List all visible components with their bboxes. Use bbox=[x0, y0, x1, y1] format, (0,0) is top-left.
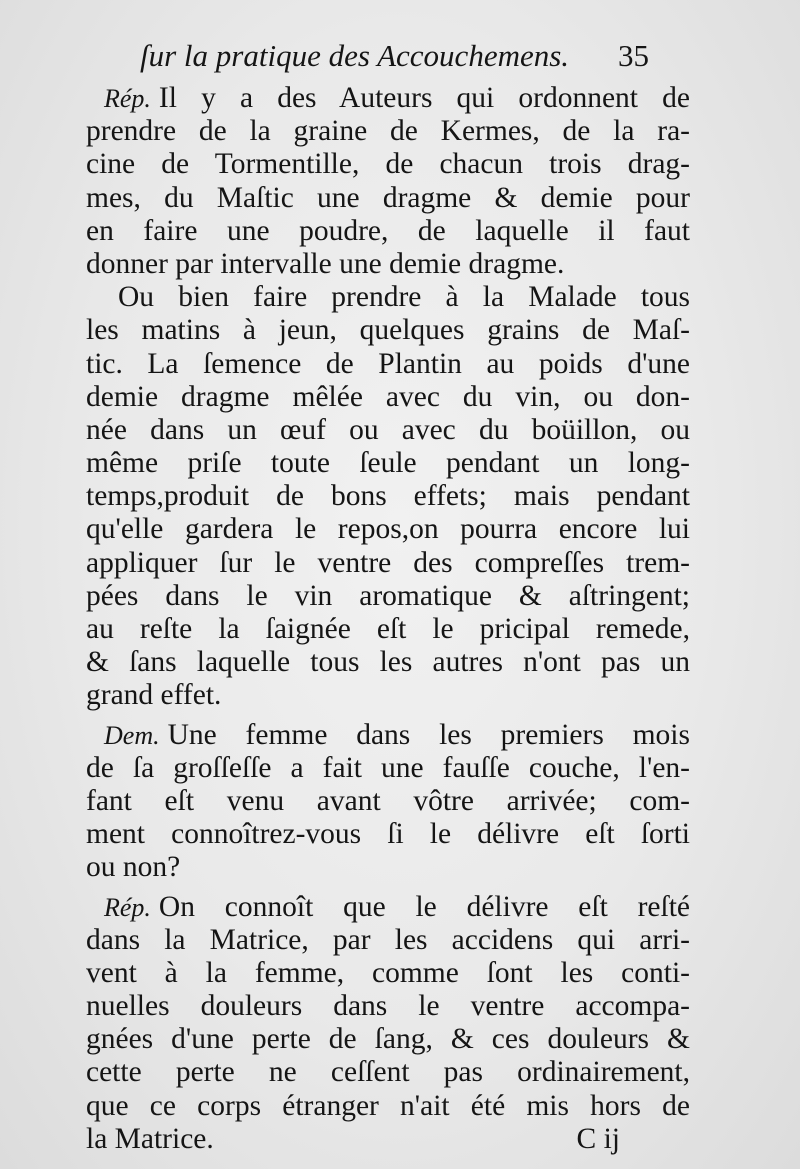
speaker-label: Rép. bbox=[104, 892, 151, 922]
text-line: la Matrice. bbox=[86, 1122, 214, 1155]
text-line: tic. La ſemence de Plantin au poids d'une bbox=[86, 347, 690, 380]
paragraph-demande bbox=[86, 719, 690, 885]
text-line: ment connoîtrez-vous ſi le délivre eſt ſorti bbox=[86, 818, 690, 851]
text-line: les matins à jeun, quelques grains de Maſ- bbox=[86, 314, 690, 347]
text-line: dans la Matrice, par les accidens qui arri- bbox=[86, 923, 690, 956]
text-line: que ce corps étranger n'ait été mis hors de bbox=[86, 1089, 690, 1122]
body-text bbox=[86, 82, 690, 1156]
text-line: demie dragme mêlée avec du vin, ou don- bbox=[86, 380, 690, 413]
paragraph-reponse-2 bbox=[86, 891, 690, 1157]
speaker-label: Dem. bbox=[104, 720, 160, 750]
text-line: Dem. Une femme dans les premiers mois bbox=[104, 718, 690, 751]
text-line: prendre de la graine de Kermes, de la ra- bbox=[86, 115, 690, 148]
last-line-with-signature bbox=[86, 1123, 690, 1156]
text-line: donner par intervalle une demie dragme. bbox=[86, 247, 565, 280]
text-line: mes, du Maſtic une dragme & demie pour bbox=[86, 181, 690, 214]
speaker-label: Rép. bbox=[104, 84, 151, 113]
page-number: 35 bbox=[618, 38, 649, 73]
text-line: gnées d'une perte de ſang, & ces douleurs & bbox=[86, 1023, 690, 1056]
text-line: pées dans le vin aromatique & aſtringent; bbox=[86, 579, 690, 612]
text-line: temps,produit de bons effets; mais pendant bbox=[86, 480, 690, 513]
text-line: Rép. Il y a des Auteurs qui ordonnent de bbox=[104, 82, 690, 114]
text-line: en faire une poudre, de laquelle il faut bbox=[86, 214, 690, 247]
text-line: qu'elle gardera le repos,on pourra encore lui bbox=[86, 513, 690, 546]
text-line: Ou bien faire prendre à la Malade tous bbox=[118, 281, 690, 314]
running-title: ſur la pratique des Accouchemens. bbox=[140, 38, 570, 73]
text-line: & ſans laquelle tous les autres n'ont pas un bbox=[86, 646, 690, 679]
text-line: nuelles douleurs dans le ventre accompa- bbox=[86, 990, 690, 1023]
paragraph-reponse-1 bbox=[86, 82, 690, 281]
paragraph-continuation bbox=[86, 281, 690, 712]
text-line: cine de Tormentille, de chacun trois drag- bbox=[86, 148, 690, 181]
text-line: au reſte la ſaignée eſt le pricipal remede, bbox=[86, 613, 690, 645]
text-line: née dans un œuf ou avec du boüillon, ou bbox=[86, 413, 690, 446]
text-line: de ſa groſſeſſe a fait une fauſſe couche, l'en- bbox=[86, 751, 690, 784]
text-line: vent à la femme, comme ſont les conti- bbox=[86, 956, 690, 989]
text-line: même priſe toute ſeule pendant un long- bbox=[86, 447, 690, 480]
text-line: Rép. On connoît que le délivre eſt reſté bbox=[104, 890, 690, 923]
text-line: fant eſt venu avant vôtre arrivée; com- bbox=[86, 784, 690, 817]
text-line: grand effet. bbox=[86, 679, 222, 712]
text-line: appliquer ſur le ventre des compreſſes trem- bbox=[86, 546, 690, 579]
text-line: ou non? bbox=[86, 851, 181, 884]
text-line: cette perte ne ceſſent pas ordinairement, bbox=[86, 1056, 690, 1089]
signature-mark: C ij bbox=[576, 1122, 620, 1155]
